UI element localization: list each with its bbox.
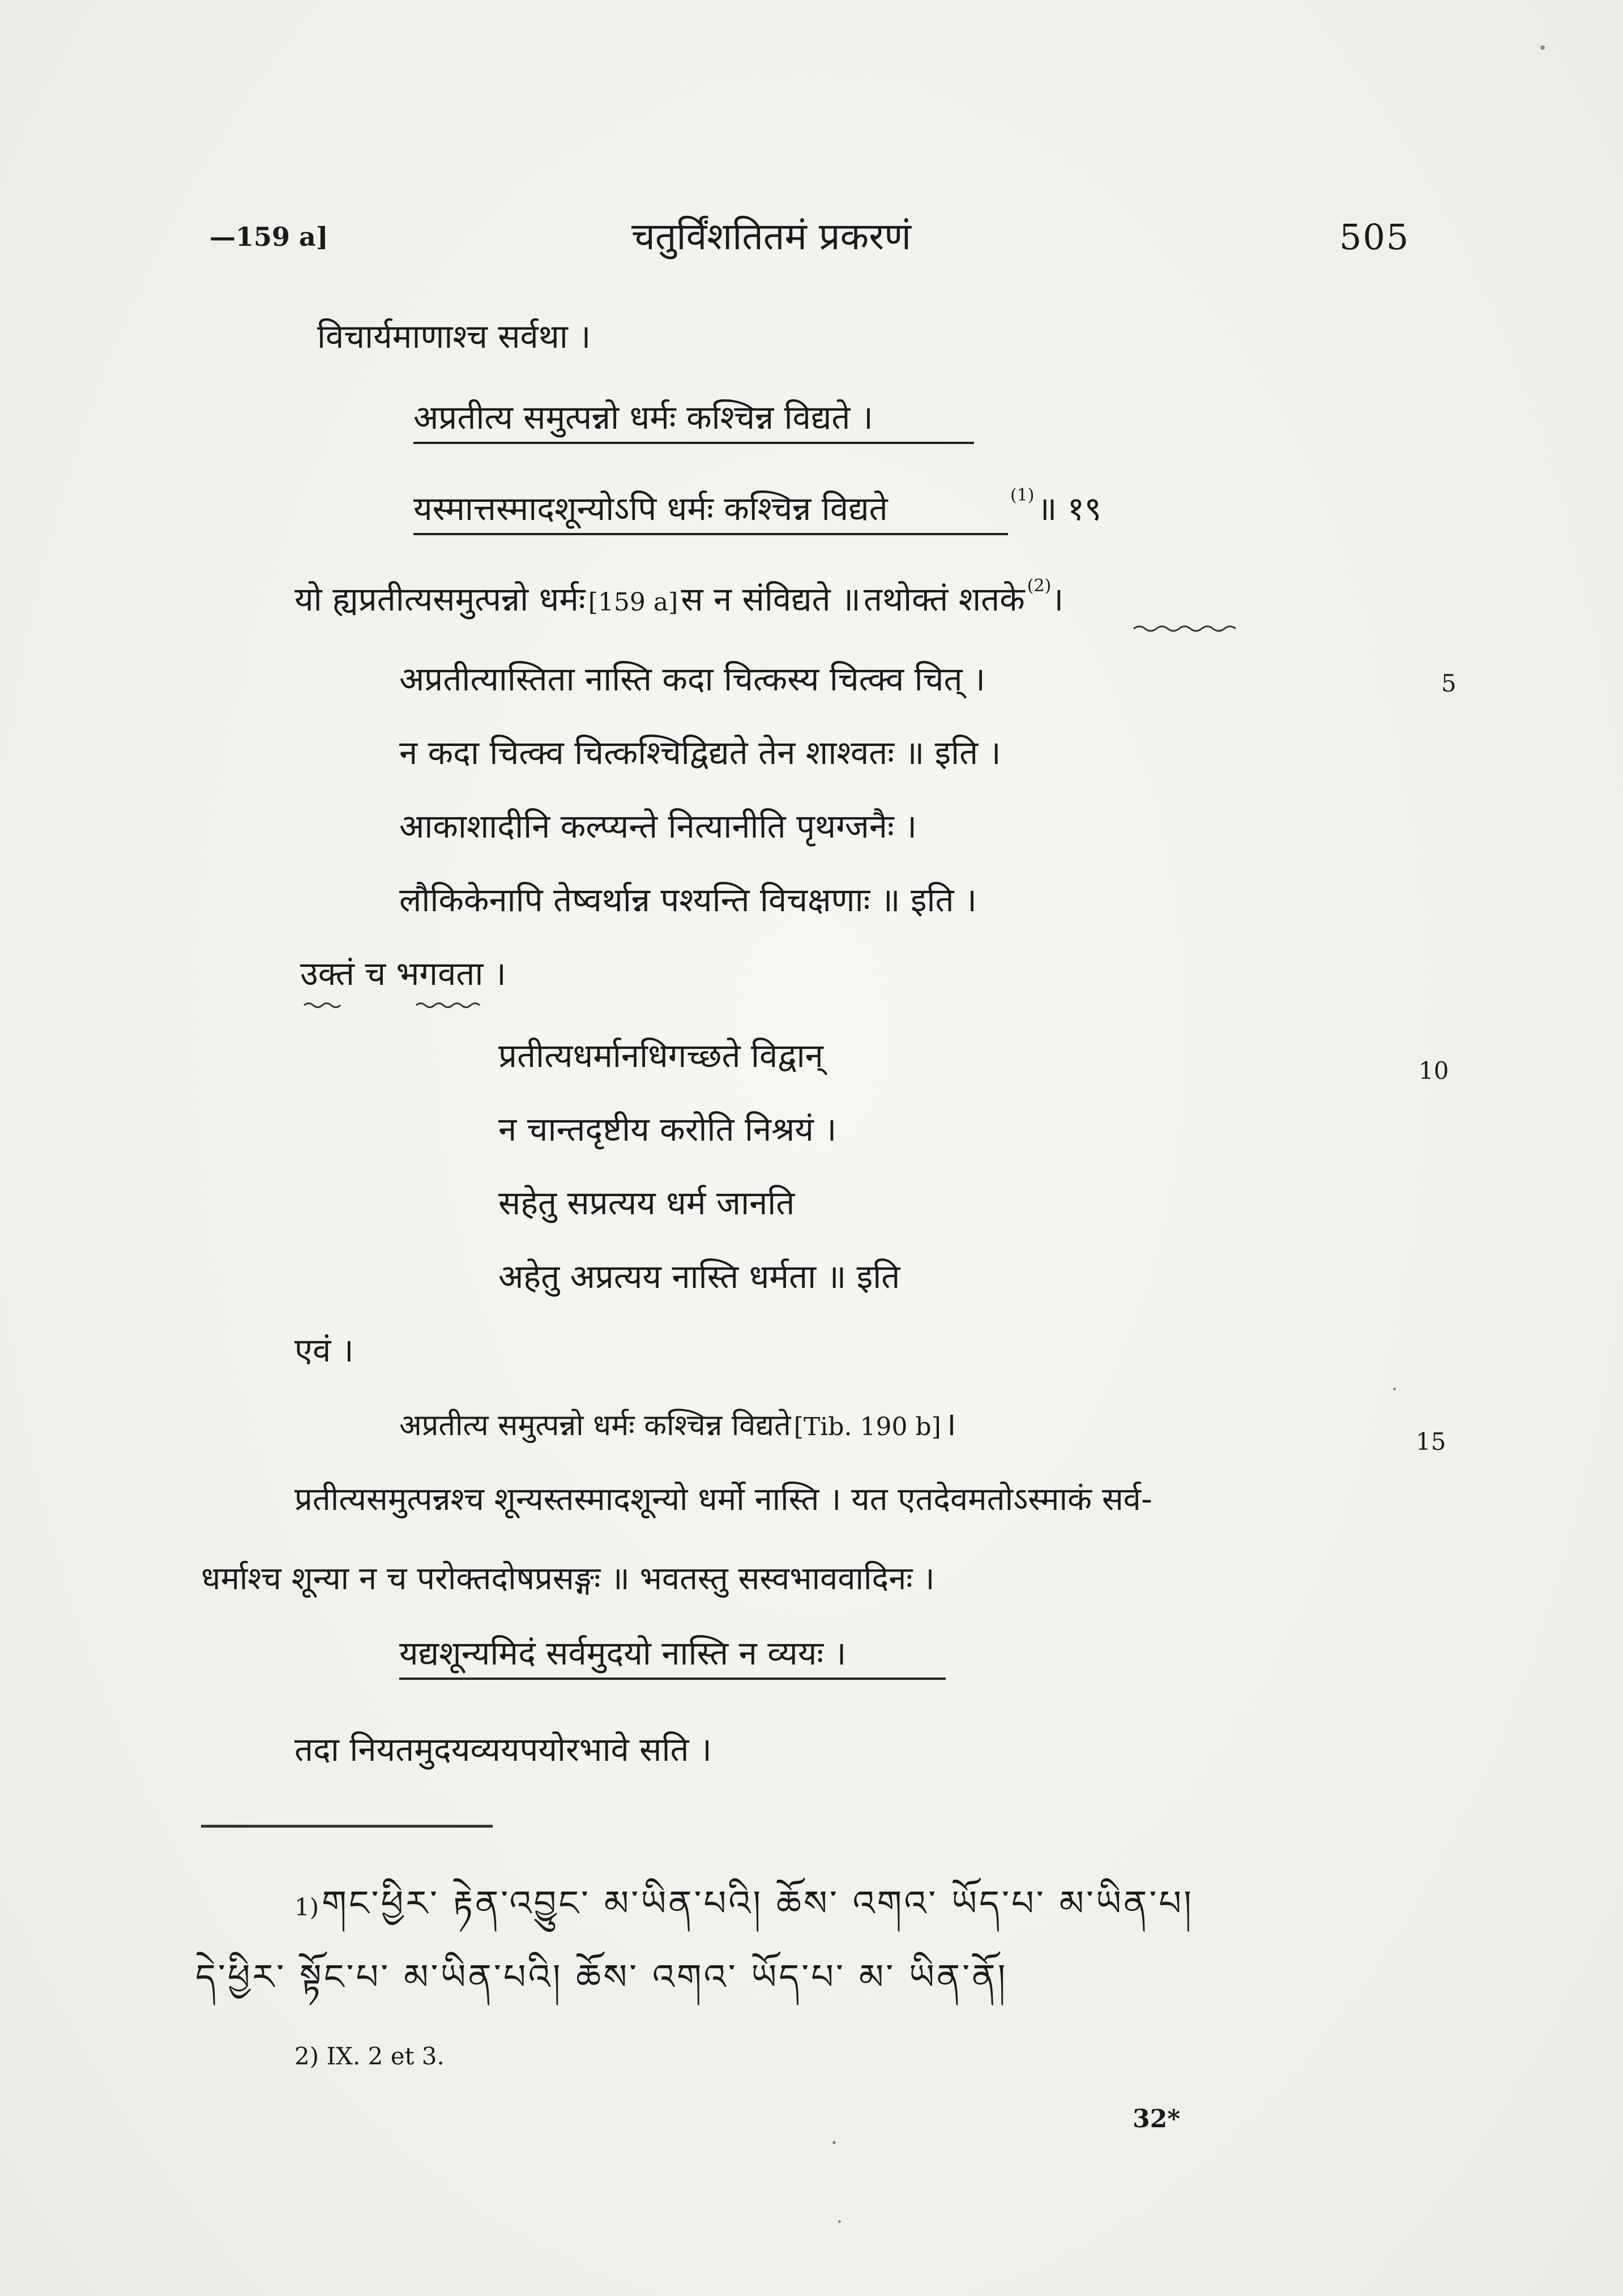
text-line-4-b: स न संविद्यते ॥ xyxy=(681,580,861,618)
verse-line-3: अप्रतीत्यास्तिता नास्ति कदा चित्कस्य चित्क्व चित् । xyxy=(399,660,985,698)
footnote-marker-1: (1) xyxy=(1010,485,1035,505)
text-line-4-end: । xyxy=(1051,580,1064,618)
text-line-1: विचार्यमाणाश्च सर्वथा । xyxy=(317,317,591,356)
text-line-4-a: यो ह्यप्रतीत्यसमुत्पन्नो धर्मः xyxy=(294,580,586,618)
footnote-marker-2: (2) xyxy=(1027,576,1052,596)
footnote-1-label: 1) xyxy=(294,1893,319,1921)
verse-line-5: आकाशादीनि कल्प्यन्ते नित्यानीति पृथग्जनैः । xyxy=(399,807,917,846)
page-title: चतुर्विंशतितमं प्रकरणं xyxy=(631,215,911,258)
header-section-ref: —159 a] xyxy=(210,221,328,252)
verse-line-11-text: अप्रतीत्य समुत्पन्नो धर्मः कश्चिन्न विद्यते xyxy=(399,1409,791,1443)
text-line-17: धर्माश्च शून्या न च परोक्तदोषप्रसङ्गः ॥ भवतस्तु सस्वभाववादिनः । xyxy=(201,1560,935,1597)
text-line-4 xyxy=(294,578,1064,616)
verse-line-11-end: । xyxy=(943,1405,956,1443)
text-line-4-c: तथोक्तं शतके xyxy=(864,580,1025,618)
page-number: 505 xyxy=(1339,216,1410,258)
verse-line-10: अहेतु अप्रत्यय नास्ति धर्मता ॥ इति xyxy=(498,1257,900,1296)
verse-line-6: लौकिकेनापि तेष्वर्थान्न पश्यन्ति विचक्षणाः ॥ इति । xyxy=(399,881,977,919)
text-line-16: प्रतीत्यसमुत्पन्नश्च शून्यस्तस्मादशून्यो धर्मो नास्ति । यत एतदेवमतोऽस्माकं सर्व- xyxy=(294,1481,1153,1518)
line-number-15: 15 xyxy=(1416,1428,1446,1456)
wavy-underline-uktam xyxy=(303,1000,507,1011)
line-number-10: 10 xyxy=(1419,1057,1449,1085)
verse-line-1: अप्रतीत्य समुत्पन्नो धर्मः कश्चिन्न विद्यते । xyxy=(413,401,974,444)
verse-line-7: प्रतीत्यधर्मानधिगच्छते विद्वान् xyxy=(498,1036,823,1075)
wavy-underline-shatake xyxy=(1133,623,1240,634)
scan-speck xyxy=(1393,1388,1396,1390)
tibetan-ref: [Tib. 190 b] xyxy=(793,1412,941,1441)
footnote-1-tibetan-1: གང་ཕྱིར་ རྟེན་འབྱུང་ མ་ཡིན་པའི། ཆོས་ འགའ་ ཡོད་པ་ མ་ཡིན་པ། xyxy=(322,1883,1194,1924)
folio-ref: [159 a] xyxy=(588,588,678,617)
verse-line-9: सहेतु सप्रत्यय धर्म जानति xyxy=(498,1184,795,1222)
footnote-1-line-1 xyxy=(294,1883,1194,1924)
verse-line-11 xyxy=(399,1405,956,1443)
footnote-1-line-2: དེ་ཕྱིར་ སྟོང་པ་ མ་ཡིན་པའི། ཆོས་ འགའ་ ཡོད་པ་ མ་ ཡིན་ནོ། xyxy=(195,1956,1008,1998)
scan-speck xyxy=(832,2141,836,2144)
footnote-2: 2) IX. 2 et 3. xyxy=(294,2042,445,2070)
verse-line-8: न चान्तदृष्टीय करोति निश्रयं । xyxy=(498,1110,837,1149)
verse-number: ॥ १९ xyxy=(1037,489,1102,528)
verse-line-12: यद्यशून्यमिदं सर्वमुदयो नास्ति न व्ययः । xyxy=(399,1637,946,1680)
scan-speck xyxy=(838,2220,841,2223)
text-line-19: तदा नियतमुदयव्ययपयोरभावे सति । xyxy=(294,1730,712,1769)
footnote-divider xyxy=(201,1825,493,1828)
verse-line-2-text: यस्मात्तस्मादशून्योऽपि धर्मः कश्चिन्न विद्यते xyxy=(413,492,1008,535)
verse-line-4: न कदा चित्क्व चित्कश्चिद्विद्यते तेन शाश्वतः ॥ इति । xyxy=(399,733,1001,772)
text-line-9: उक्तं च भगवता । xyxy=(300,954,506,993)
signature-mark: 32* xyxy=(1133,2105,1181,2133)
verse-line-2 xyxy=(413,487,1101,535)
text-line-14: एवं । xyxy=(294,1331,354,1369)
line-number-5: 5 xyxy=(1441,669,1457,697)
scan-speck xyxy=(1540,45,1545,50)
